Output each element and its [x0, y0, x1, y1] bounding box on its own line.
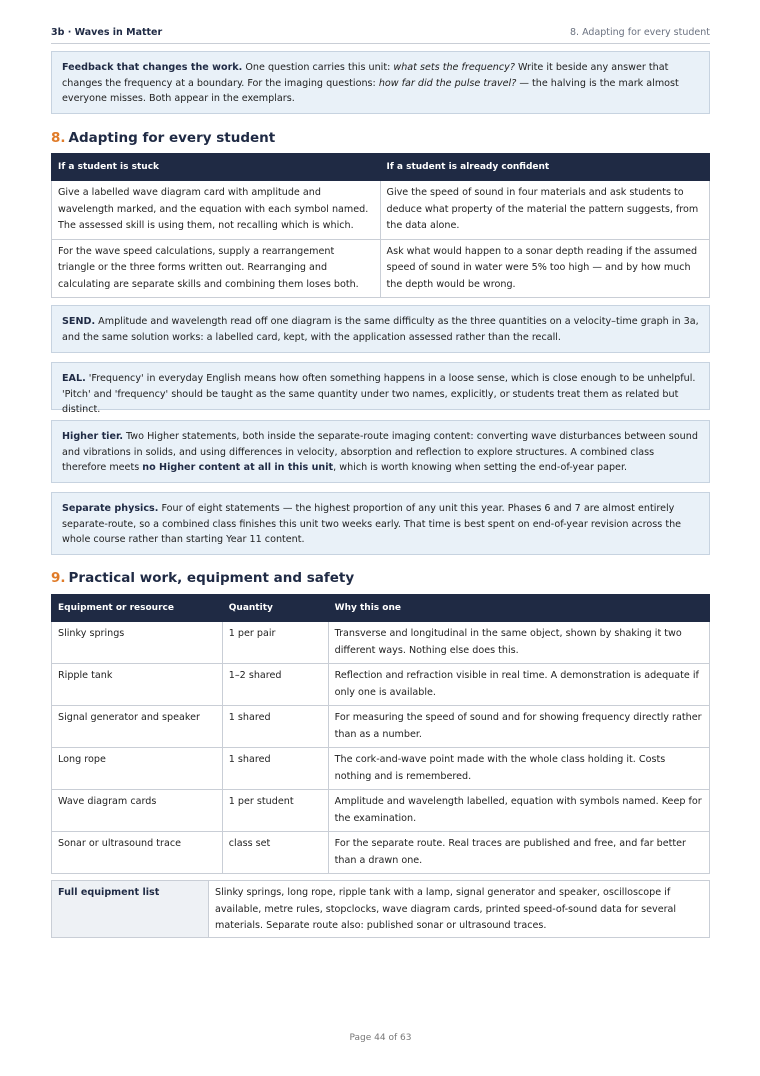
column-header-stuck: If a student is stuck	[52, 154, 381, 181]
equipment-reason: For measuring the speed of sound and for showing frequency directly rather than as a number.	[328, 706, 709, 748]
send-text: Amplitude and wavelength read off one diagram is the same difficulty as the three quantities on a velocity–time graph in 3a, and the same solution works: a labelled card, kept, with the application assessed rather than the recall.	[62, 316, 699, 343]
equipment-name: Slinky springs	[52, 622, 223, 664]
section-8-title: Adapting for every student	[68, 130, 276, 146]
equipment-reason: Transverse and longitudinal in the same object, shown by shaking it two different ways. Nothing else does this.	[328, 622, 709, 664]
table-cell: Ask what would happen to a sonar depth reading if the assumed speed of sound in water were 5% too high — and by how much the depth would be wrong.	[380, 239, 709, 298]
table-row	[52, 706, 710, 748]
section-8-heading	[51, 130, 275, 146]
separate-lead: Separate physics.	[62, 503, 159, 514]
equipment-list-label: Full equipment list	[52, 881, 209, 937]
eal-text: 'Frequency' in everyday English means how often something happens in a loose sense, which is close enough to be unhelpful. 'Pitch' and 'frequency' should be taught as the same quantity under two names, explicitly, or students treat them as related but distinct.	[62, 373, 696, 415]
equipment-name: Long rope	[52, 748, 223, 790]
table-cell: Give the speed of sound in four materials and ask students to deduce what property of the material the pattern suggests, from the data alone.	[380, 181, 709, 240]
feedback-question-1: what sets the frequency?	[393, 62, 515, 73]
separate-text: Four of eight statements — the highest proportion of any unit this year. Phases 6 and 7 are almost entirely separate-route, so a combined class finishes this unit two weeks early. That time is best spent on end-of-year revision across the whole course rather than starting Year 11 content.	[62, 503, 682, 545]
feedback-question-2: how far did the pulse travel?	[378, 77, 517, 89]
higher-tier-callout	[51, 420, 710, 483]
separate-physics-callout	[51, 492, 710, 555]
equipment-reason: The cork-and-wave point made with the whole class holding it. Costs nothing and is remembered.	[328, 748, 709, 790]
send-callout	[51, 305, 710, 353]
feedback-callout	[51, 51, 710, 114]
equipment-reason: For the separate route. Real traces are published and free, and far better than a drawn one.	[328, 832, 709, 874]
higher-text-1: Two Higher statements, both inside the separate-route imaging content: converting wave disturbances between sound and vibrations in solids, and using differences in velocity, absorption and reflection to explore structures. A combined class therefore meets	[62, 431, 698, 473]
send-lead: SEND.	[62, 316, 96, 327]
equipment-quantity: class set	[222, 832, 328, 874]
eal-callout	[51, 362, 710, 415]
feedback-text-2: Write it beside any answer that changes the frequency at a boundary. For the imaging questions:	[62, 62, 669, 89]
table-row	[52, 181, 710, 240]
column-header-why: Why this one	[328, 595, 709, 622]
table-row	[52, 748, 710, 790]
table-cell: Give a labelled wave diagram card with amplitude and wavelength marked, and the equation with each symbol named. The assessed skill is using them, not recalling which is which.	[52, 181, 381, 240]
page-number: Page 44 of 63	[349, 1033, 412, 1043]
equipment-table	[51, 594, 710, 874]
equipment-name: Wave diagram cards	[52, 790, 223, 832]
adapting-table	[51, 153, 710, 298]
section-8-number: 8.	[51, 130, 66, 146]
eal-lead: EAL.	[62, 373, 86, 384]
equipment-name: Ripple tank	[52, 664, 223, 706]
column-header-quantity: Quantity	[222, 595, 328, 622]
equipment-reason: Reflection and refraction visible in real time. A demonstration is adequate if only one is available.	[328, 664, 709, 706]
column-header-equipment: Equipment or resource	[52, 595, 223, 622]
equipment-header-row	[52, 595, 710, 622]
full-equipment-list	[51, 880, 710, 938]
adapting-header-row	[52, 154, 710, 181]
higher-text-2: , which is worth knowing when setting the end-of-year paper.	[333, 462, 628, 473]
equipment-reason: Amplitude and wavelength labelled, equation with symbols named. Keep for the examination.	[328, 790, 709, 832]
feedback-text-1: One question carries this unit:	[242, 62, 394, 73]
table-row	[52, 239, 710, 298]
higher-emphasis: no Higher content at all in this unit	[142, 462, 334, 473]
equipment-quantity: 1 per student	[222, 790, 328, 832]
section-9-number: 9.	[51, 570, 66, 586]
feedback-lead: Feedback that changes the work.	[62, 62, 243, 73]
header-unit-title: 3b · Waves in Matter	[51, 27, 163, 38]
section-9-heading	[51, 570, 354, 586]
equipment-list-text: Slinky springs, long rope, ripple tank with a lamp, signal generator and speaker, oscilloscope if available, metre rules, stopclocks, wave diagram cards, printed speed-of-sound data for several materials. Separate route also: published sonar or ultrasound traces.	[215, 887, 677, 931]
column-header-confident: If a student is already confident	[380, 154, 709, 181]
higher-lead: Higher tier.	[62, 431, 123, 442]
section-9-title: Practical work, equipment and safety	[68, 570, 355, 586]
table-row	[52, 664, 710, 706]
equipment-quantity: 1 shared	[222, 748, 328, 790]
feedback-text-3: — the halving is the mark almost everyone misses. Both appear in the exemplars.	[62, 77, 679, 104]
equipment-name: Sonar or ultrasound trace	[52, 832, 223, 874]
equipment-quantity: 1–2 shared	[222, 664, 328, 706]
equipment-quantity: 1 per pair	[222, 622, 328, 664]
running-header	[51, 27, 710, 44]
table-row	[52, 832, 710, 874]
table-row	[52, 790, 710, 832]
equipment-quantity: 1 shared	[222, 706, 328, 748]
equipment-name: Signal generator and speaker	[52, 706, 223, 748]
table-row	[52, 622, 710, 664]
table-cell: For the wave speed calculations, supply a rearrangement triangle or the three forms written out. Rearranging and calculating are separate skills and combining them loses both.	[52, 239, 381, 298]
header-section-title: 8. Adapting for every student	[570, 27, 710, 38]
